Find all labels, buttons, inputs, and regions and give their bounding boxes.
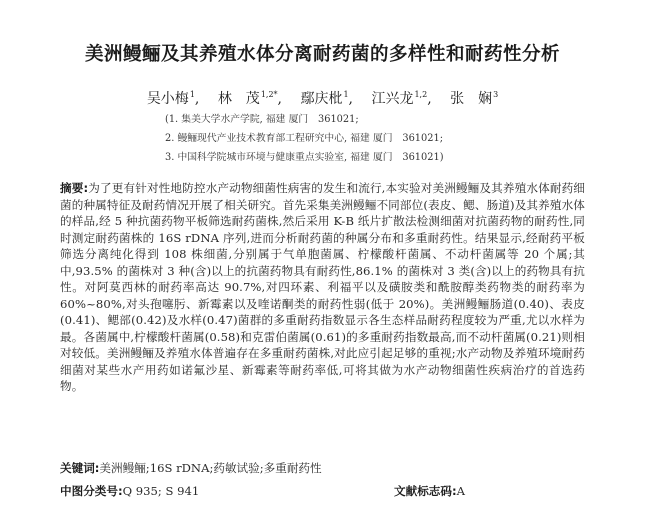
document-code-value: A	[456, 484, 465, 498]
classification-line	[60, 483, 585, 499]
author: 江兴龙$^{1,2}$,	[371, 90, 432, 107]
affiliation: (1. 集美大学水产学院, 福建 厦门 361021;	[165, 114, 359, 125]
document-code-label: 文献标志码:	[394, 484, 457, 498]
author-affiliation-mark: 1,2	[414, 90, 428, 100]
author: 吴小梅$^1$,	[146, 90, 200, 107]
affiliation: 2. 鳗鲡现代产业技术教育部工程研究中心, 福建 厦门 361021;	[165, 133, 444, 144]
keywords-text: 美洲鳗鲡;16S rDNA;药敏试验;多重耐药性	[99, 461, 322, 475]
author-affiliation-mark: 3	[493, 90, 499, 100]
author-affiliation-mark: 1,2*	[260, 90, 278, 100]
abstract-label: 摘要:	[60, 181, 89, 195]
document-code	[394, 483, 465, 499]
classification-label: 中图分类号:	[60, 484, 123, 498]
affiliation-list	[165, 110, 444, 167]
author: 鄢庆枇$^1$,	[300, 90, 353, 107]
author-affiliation-mark: 1	[189, 90, 195, 100]
author-list	[0, 88, 645, 108]
abstract-text: 为了更有针对性地防控水产动物细菌性病害的发生和流行,本实验对美洲鳗鲡及其养殖水体耐药细菌的种属特征及耐药情况开展了相关研究。首先采集美洲鳗鲡不同部位(表皮、鳃、肠道)及其养殖水体的样品,经 5 种抗菌药物平板筛选耐药菌株,然后采用 K-B 纸片扩散法检测细菌对抗菌药物的耐药性,同时测定耐药菌株的 16S rDNA 序列,进而分析耐药菌的种属分布和多重耐药性。结果显示,经耐药平板筛选分离纯化得到 108 株细菌,分别属于气单胞菌属、柠檬酸杆菌属、不动杆菌属等 20 个属;其中,93.5% 的菌株对 3 种(含)以上的抗菌药物具有耐药性,86.1% 的菌株对 3 类(含)以上的药物具有抗性。对阿莫西林的耐药率高达 90.7%,对四环素、利福平以及磺胺类和酰胺醇类药物类的耐药率为 60%~80%,对头孢噻肟、新霉素以及喹诺酮类的耐药性弱(低于 20%)。美洲鳗鲡肠道(0.40)、表皮(0.41)、鳃部(0.42)及水样(0.47)菌群的多重耐药指数显示各生态样品耐药程度较为严重,尤以水样为最。各菌属中,柠檬酸杆菌属(0.58)和克雷伯菌属(0.61)的多重耐药指数最高,而不动杆菌属(0.21)则相对较低。美洲鳗鲡及养殖水体普遍存在多重耐药菌株,对此应引起足够的重视;水产动物及养殖环境耐药细菌对某些水产用药如诺氟沙星、新霉素等耐药率低,可将其做为水产动物细菌性疾病治疗的首选药物。	[60, 181, 585, 393]
classification-value: Q 935; S 941	[122, 484, 200, 498]
author: 林 茂$^{1,2*}$,	[217, 90, 282, 107]
author: 张 娴$^3$	[450, 90, 499, 107]
affiliation: 3. 中国科学院城市环境与健康重点实验室, 福建 厦门 361021)	[165, 152, 444, 163]
abstract	[60, 180, 585, 395]
paper-title: 美洲鳗鲡及其养殖水体分离耐药菌的多样性和耐药性分析	[84, 44, 560, 65]
author-affiliation-mark: 1	[343, 90, 349, 100]
keywords	[60, 460, 585, 476]
keywords-label: 关键词:	[60, 461, 100, 475]
